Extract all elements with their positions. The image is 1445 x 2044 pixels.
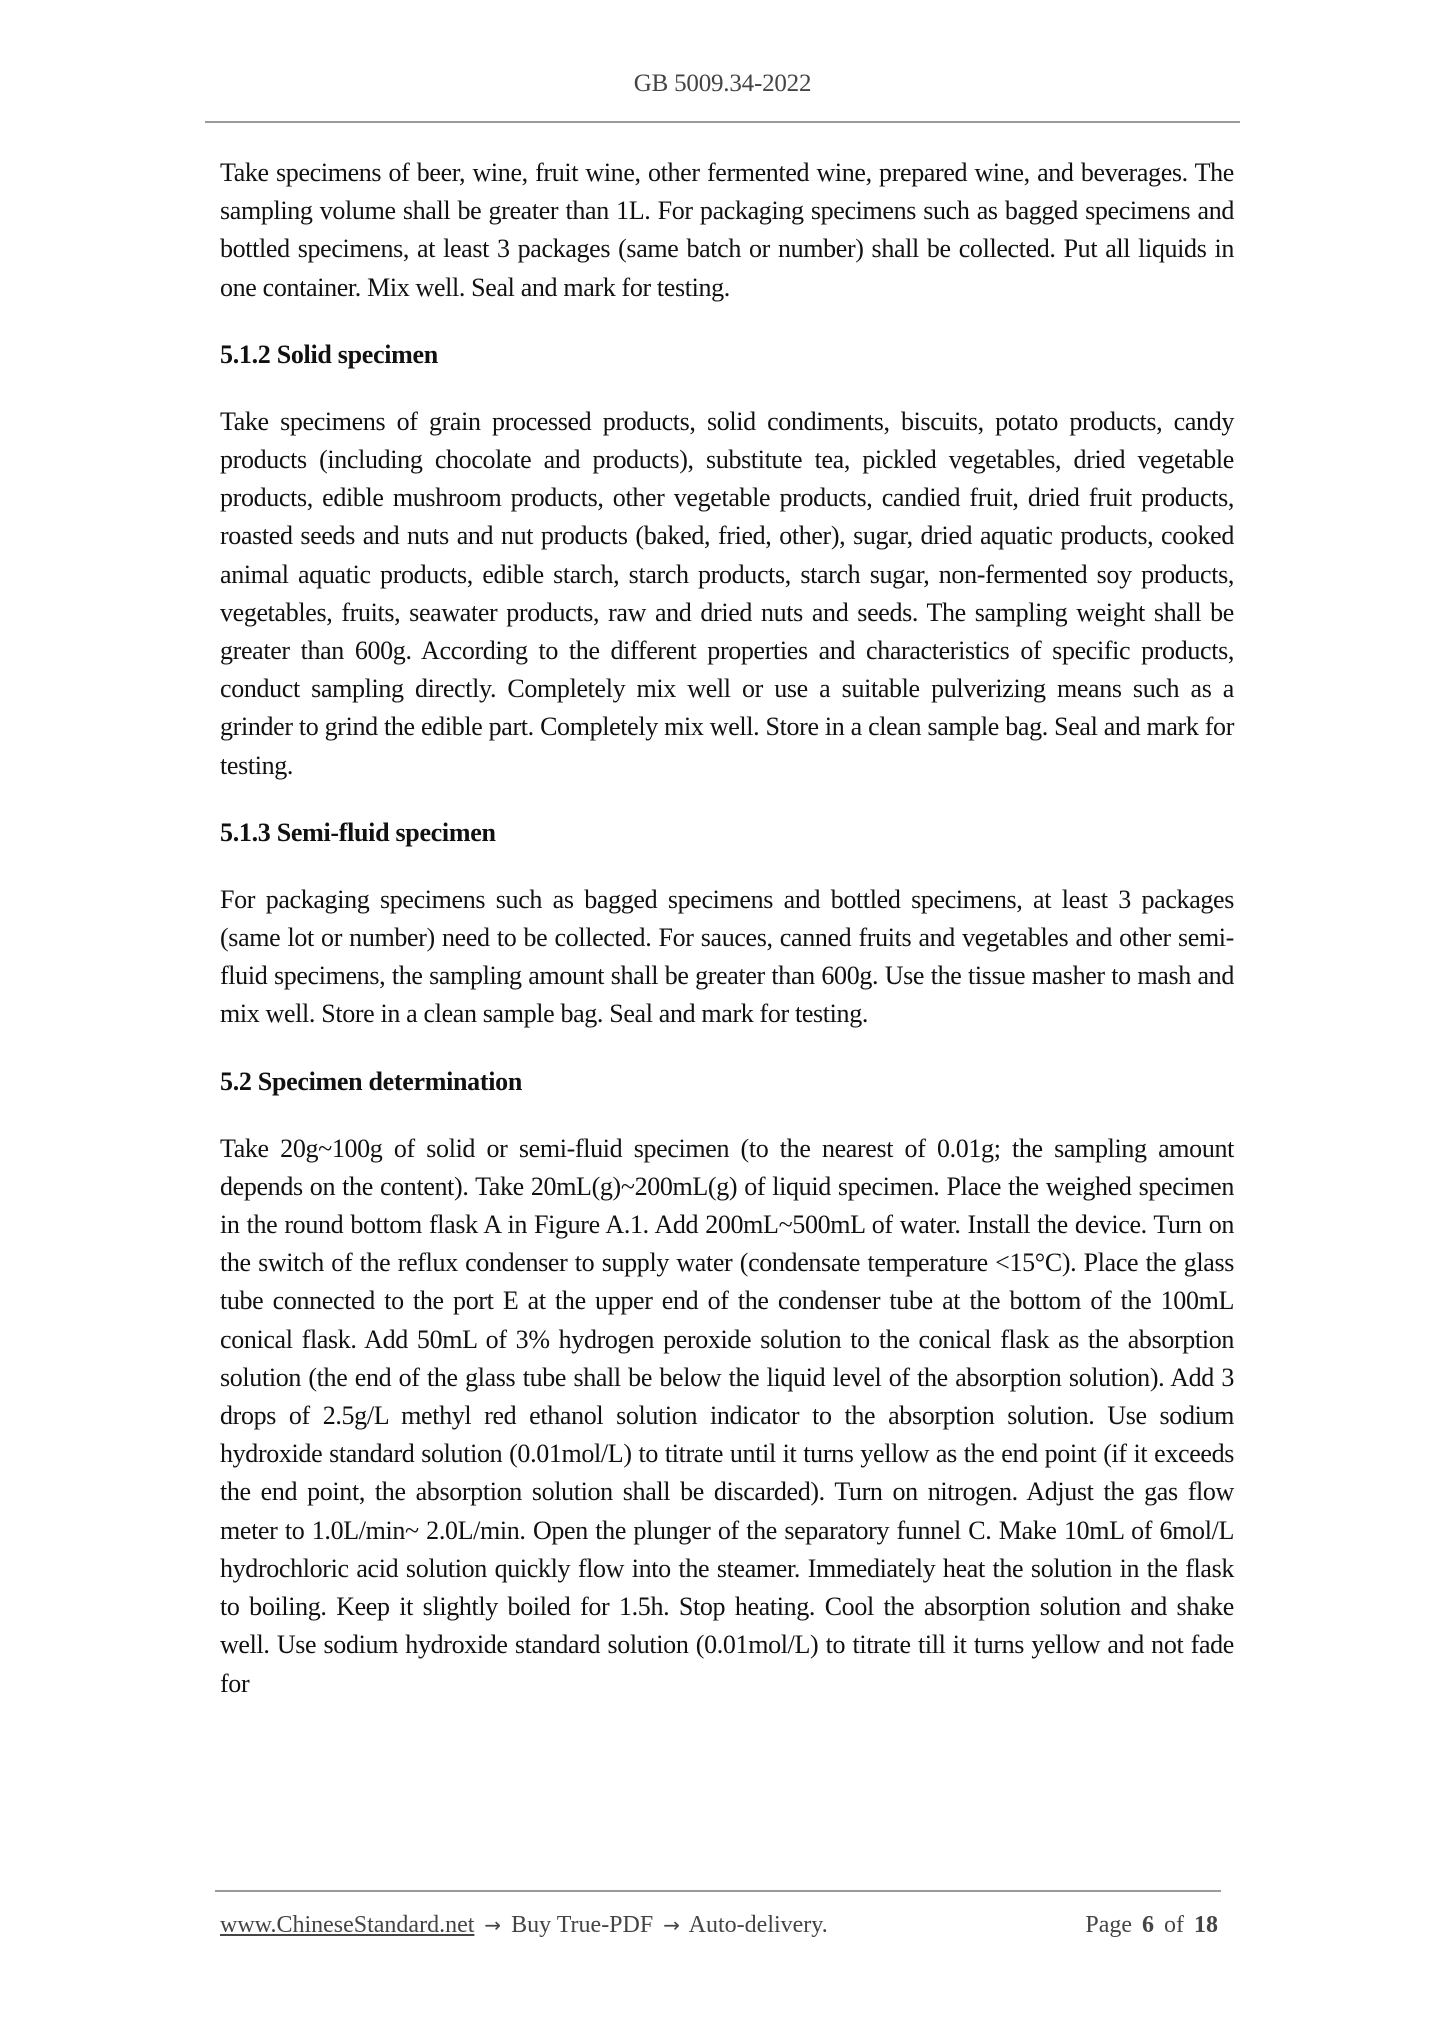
- footer-step-buy: Buy True-PDF: [511, 1912, 654, 1938]
- section-heading-semi-fluid-specimen: 5.1.3 Semi-fluid specimen: [220, 817, 496, 847]
- page-total: 18: [1194, 1912, 1218, 1938]
- page-of-label: of: [1164, 1912, 1184, 1938]
- paragraph-semi-fluid-specimen: For packaging specimens such as bagged specimens and bottled specimens, at least 3 packages (same lot or number) need to be collected. For sauces, canned fruits and vegetables and other semi-fluid specimens, the sampling amount shall be greater than 600g. Use the tissue masher to mash and mix well. Store in a clean sample bag. Seal and mark for testing.: [220, 884, 1234, 1029]
- header-divider: [205, 121, 1240, 123]
- document-body: [220, 154, 1234, 1703]
- footer-step-delivery: Auto-delivery.: [688, 1912, 828, 1938]
- page-label: Page: [1085, 1912, 1132, 1938]
- paragraph-specimen-determination: Take 20g~100g of solid or semi-fluid specimen (to the nearest of 0.01g; the sampling amount depends on the content). Take 20mL(g)~200mL(g) of liquid specimen. Place the weighed specimen in the round bottom flask A in Figure A.1. Add 200mL~500mL of water. Install the device. Turn on the switch of the reflux condenser to supply water (condensate temperature <15°C). Place the glass tube connected to the port E at the upper end of the condenser tube at the bottom of the 100mL conical flask. Add 50mL of 3% hydrogen peroxide solution to the conical flask as the absorption solution (the end of the glass tube shall be below the liquid level of the absorption solution). Add 3 drops of 2.5g/L methyl red ethanol solution indicator to the absorption solution. Use sodium hydroxide standard solution (0.01mol/L) to titrate until it turns yellow as the end point (if it exceeds the end point, the absorption solution shall be discarded). Turn on nitrogen. Adjust the gas flow meter to 1.0L/min~ 2.0L/min. Open the plunger of the separatory funnel C. Make 10mL of 6mol/L hydrochloric acid solution quickly flow into the steamer. Immediately heat the solution in the flask to boiling. Keep it slightly boiled for 1.5h. Stop heating. Cool the absorption solution and shake well. Use sodium hydroxide standard solution (0.01mol/L) to titrate till it turns yellow and not fade for: [220, 1133, 1234, 1698]
- document-header-title: GB 5009.34-2022: [633, 70, 812, 97]
- paragraph-solid-specimen: Take specimens of grain processed products, solid condiments, biscuits, potato products, candy products (including chocolate and products), substitute tea, pickled vegetables, dried vegetable products, edible mushroom products, other vegetable products, candied fruit, dried fruit products, roasted seeds and nuts and nut products (baked, fried, other), sugar, dried aquatic products, cooked animal aquatic products, edible starch, starch products, starch sugar, non-fermented soy products, vegetables, fruits, seawater products, raw and dried nuts and seeds. The sampling weight shall be greater than 600g. According to the different properties and characteristics of specific products, conduct sampling directly. Completely mix well or use a suitable pulverizing means such as a grinder to grind the edible part. Completely mix well. Store in a clean sample bag. Seal and mark for testing.: [220, 406, 1234, 780]
- page-footer: [220, 1912, 1222, 1939]
- paragraph-liquid-specimen: Take specimens of beer, wine, fruit wine, other fermented wine, prepared wine, and beverages. The sampling volume shall be greater than 1L. For packaging specimens such as bagged specimens and bottled specimens, at least 3 packages (same batch or number) shall be collected. Put all liquids in one container. Mix well. Seal and mark for testing.: [220, 158, 1234, 302]
- section-heading-specimen-determination: 5.2 Specimen determination: [220, 1066, 523, 1096]
- page-number: [1085, 1912, 1222, 1939]
- page-current: 6: [1142, 1912, 1154, 1938]
- section-heading-solid-specimen: 5.1.2 Solid specimen: [220, 339, 438, 369]
- footer-divider: [215, 1890, 1221, 1892]
- arrow-right-icon: →: [663, 1913, 680, 1937]
- arrow-right-icon: →: [484, 1913, 502, 1937]
- website-link[interactable]: www.ChineseStandard.net: [220, 1912, 475, 1938]
- footer-promo: [220, 1912, 828, 1939]
